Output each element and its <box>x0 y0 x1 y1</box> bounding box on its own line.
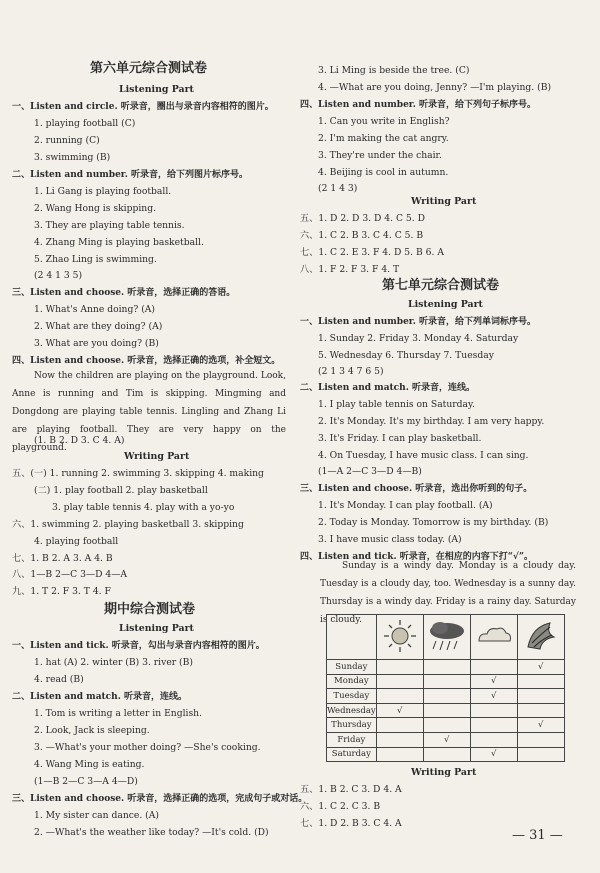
tick-cell <box>423 674 470 689</box>
tick-cell: √ <box>470 689 517 704</box>
right-line-11: 七、1. C 2. E 3. F 4. D 5. B 6. A <box>300 247 444 258</box>
table-row <box>327 660 565 675</box>
tick-cell: √ <box>470 674 517 689</box>
page-number: — 31 — <box>512 828 563 843</box>
left-line-22: 3. play table tennis 4. play with a yo-yo <box>52 502 235 513</box>
tick-cell <box>423 660 470 675</box>
tick-cell <box>470 660 517 675</box>
left-line-13: 三、Listen and choose. 听录音，选择正确的答语。 <box>12 288 236 298</box>
tick-cell <box>470 718 517 733</box>
right-line-28: 3. I have music class today. (A) <box>318 534 462 545</box>
tick-cell <box>376 732 423 747</box>
right-line-22: 3. It's Friday. I can play basketball. <box>318 433 482 444</box>
right-line-5: 3. They're under the chair. <box>318 150 442 161</box>
left-line-26: 八、1—B 2—C 3—D 4—A <box>12 569 128 580</box>
left-line-18: (1. B 2. D 3. C 4. A) <box>34 435 125 446</box>
day-label: Saturday <box>327 747 377 762</box>
tick-cell <box>376 718 423 733</box>
table-row <box>327 747 565 762</box>
left-line-16: 3. What are you doing? (B) <box>34 338 159 349</box>
left-line-3: 1. playing football (C) <box>34 118 136 129</box>
tick-cell: √ <box>517 718 564 733</box>
left-line-32: 4. read (B) <box>34 674 84 685</box>
passage-unit6: Now the children are playing on the playground. Look, Anne is running and Tim is skipping. Mingming and Dongdong are playing table tennis. Lingling and Zhang Li are playing football. They are very happy on the playground. <box>12 371 286 453</box>
tick-cell <box>517 689 564 704</box>
tick-cell: √ <box>517 660 564 675</box>
tick-cell <box>470 732 517 747</box>
tick-cell <box>376 689 423 704</box>
right-line-9: 五、1. D 2. D 3. D 4. C 5. D <box>300 213 425 224</box>
left-line-24: 4. playing football <box>34 536 119 547</box>
tick-cell: √ <box>376 703 423 718</box>
right-line-13: 第七单元综合测试卷 <box>382 278 500 293</box>
right-line-14: Listening Part <box>408 299 483 310</box>
table-row <box>327 703 565 718</box>
tick-cell <box>517 732 564 747</box>
right-line-30: Writing Part <box>411 767 477 778</box>
left-line-19: Writing Part <box>124 451 190 462</box>
left-line-20: 五、(一) 1. running 2. swimming 3. skipping 4. making <box>12 468 264 479</box>
right-line-23: 4. On Tuesday, I have music class. I can sing. <box>318 450 529 461</box>
tick-cell <box>376 747 423 762</box>
left-line-12: (2 4 1 3 5) <box>34 270 83 281</box>
right-line-0: 3. Li Ming is beside the tree. (C) <box>318 65 470 76</box>
table-row <box>327 718 565 733</box>
right-line-21: 2. It's Monday. It's my birthday. I am very happy. <box>318 416 545 427</box>
left-line-10: 4. Zhang Ming is playing basketball. <box>34 237 204 248</box>
day-label: Wednesday <box>327 703 377 718</box>
day-label: Thursday <box>327 718 377 733</box>
tick-cell <box>423 689 470 704</box>
left-line-6: 二、Listen and number. 听录音，给下列图片标序号。 <box>12 170 248 180</box>
day-label: Friday <box>327 732 377 747</box>
tick-cell <box>376 660 423 675</box>
left-line-39: 三、Listen and choose. 听录音，选择正确的选项，完成句子或对话。 <box>12 794 308 804</box>
right-line-16: 1. Sunday 2. Friday 3. Monday 4. Saturday <box>318 333 519 344</box>
right-line-7: (2 1 4 3) <box>318 183 358 194</box>
right-line-4: 2. I'm making the cat angry. <box>318 133 449 144</box>
left-line-41: 2. —What's the weather like today? —It's cold. (D) <box>34 827 269 838</box>
right-line-1: 4. —What are you doing, Jenny? —I'm playing. (B) <box>318 82 552 93</box>
table-row <box>327 674 565 689</box>
wind-icon <box>517 615 564 660</box>
right-line-10: 六、1. C 2. B 3. C 4. C 5. B <box>300 230 424 241</box>
right-line-24: (1—A 2—C 3—D 4—B) <box>318 466 422 477</box>
tick-cell <box>423 747 470 762</box>
tick-cell <box>517 674 564 689</box>
day-label: Monday <box>327 674 377 689</box>
left-line-23: 六、1. swimming 2. playing basketball 3. skipping <box>12 519 244 530</box>
left-line-15: 2. What are they doing? (A) <box>34 321 163 332</box>
right-line-2: 四、Listen and number. 听录音，给下列句子标序号。 <box>300 100 536 110</box>
left-line-28: 期中综合测试卷 <box>104 602 196 617</box>
left-line-21: (二) 1. play football 2. play basketball <box>34 485 208 496</box>
right-line-19: 二、Listen and match. 听录音，连线。 <box>300 383 475 393</box>
rain-cloud-icon <box>423 615 470 660</box>
right-line-17: 5. Wednesday 6. Thursday 7. Tuesday <box>318 350 494 361</box>
left-line-17: 四、Listen and choose. 听录音，选择正确的选项，补全短文。 <box>12 356 281 366</box>
left-line-27: 九、1. T 2. F 3. T 4. F <box>12 586 111 597</box>
table-row <box>327 732 565 747</box>
tick-cell: √ <box>423 732 470 747</box>
right-line-18: (2 1 3 4 7 6 5) <box>318 366 384 377</box>
right-line-32: 六、1. C 2. C 3. B <box>300 801 381 812</box>
left-line-35: 2. Look, Jack is sleeping. <box>34 725 150 736</box>
left-line-1: Listening Part <box>119 84 194 95</box>
right-line-31: 五、1. B 2. C 3. D 4. A <box>300 784 402 795</box>
right-line-6: 4. Beijing is cool in autumn. <box>318 167 449 178</box>
right-line-8: Writing Part <box>411 196 477 207</box>
left-line-8: 2. Wang Hong is skipping. <box>34 203 157 214</box>
left-line-2: 一、Listen and circle. 听录音，圈出与录音内容相符的图片。 <box>12 102 274 112</box>
right-line-20: 1. I play table tennis on Saturday. <box>318 399 475 410</box>
sun-icon <box>376 615 423 660</box>
right-line-27: 2. Today is Monday. Tomorrow is my birthday. (B) <box>318 517 549 528</box>
left-line-38: (1—B 2—C 3—A 4—D) <box>34 776 138 787</box>
tick-cell <box>376 674 423 689</box>
weather-table <box>326 614 565 762</box>
left-line-9: 3. They are playing table tennis. <box>34 220 185 231</box>
day-label: Tuesday <box>327 689 377 704</box>
tick-cell <box>423 718 470 733</box>
cloud-icon <box>470 615 517 660</box>
left-line-29: Listening Part <box>119 623 194 634</box>
left-line-25: 七、1. B 2. A 3. A 4. B <box>12 553 113 564</box>
tick-cell <box>470 703 517 718</box>
header-blank <box>327 615 377 660</box>
left-line-5: 3. swimming (B) <box>34 152 111 163</box>
left-line-40: 1. My sister can dance. (A) <box>34 810 159 821</box>
left-line-4: 2. running (C) <box>34 135 100 146</box>
left-line-11: 5. Zhao Ling is swimming. <box>34 254 157 265</box>
tick-cell <box>423 703 470 718</box>
right-line-25: 三、Listen and choose. 听录音，选出你听到的句子。 <box>300 484 533 494</box>
tick-cell: √ <box>470 747 517 762</box>
tick-cell <box>517 703 564 718</box>
left-line-0: 第六单元综合测试卷 <box>90 61 208 76</box>
right-line-12: 八、1. F 2. F 3. F 4. T <box>300 264 400 275</box>
right-line-15: 一、Listen and number. 听录音，给下列单词标序号。 <box>300 317 536 327</box>
left-line-7: 1. Li Gang is playing football. <box>34 186 172 197</box>
day-label: Sunday <box>327 660 377 675</box>
left-line-37: 4. Wang Ming is eating. <box>34 759 145 770</box>
right-line-33: 七、1. D 2. B 3. C 4. A <box>300 818 402 829</box>
passage-unit7: Sunday is a windy day. Monday is a cloudy day. Tuesday is a cloudy day, too. Wednesday is a sunny day. Thursday is a windy day. Friday is a rainy day. Saturday is cloudy. <box>320 561 576 625</box>
left-line-33: 二、Listen and match. 听录音，连线。 <box>12 692 187 702</box>
right-line-26: 1. It's Monday. I can play football. (A) <box>318 500 493 511</box>
tick-cell <box>517 747 564 762</box>
left-line-34: 1. Tom is writing a letter in English. <box>34 708 202 719</box>
right-line-29: 四、Listen and tick. 听录音，在相应的内容下打“√”。 <box>300 552 534 562</box>
right-line-3: 1. Can you write in English? <box>318 116 450 127</box>
left-line-36: 3. —What's your mother doing? —She's cooking. <box>34 742 261 753</box>
left-line-14: 1. What's Anne doing? (A) <box>34 304 156 315</box>
table-row <box>327 689 565 704</box>
left-line-30: 一、Listen and tick. 听录音，勾出与录音内容相符的图片。 <box>12 641 265 651</box>
left-line-31: 1. hat (A) 2. winter (B) 3. river (B) <box>34 657 193 668</box>
